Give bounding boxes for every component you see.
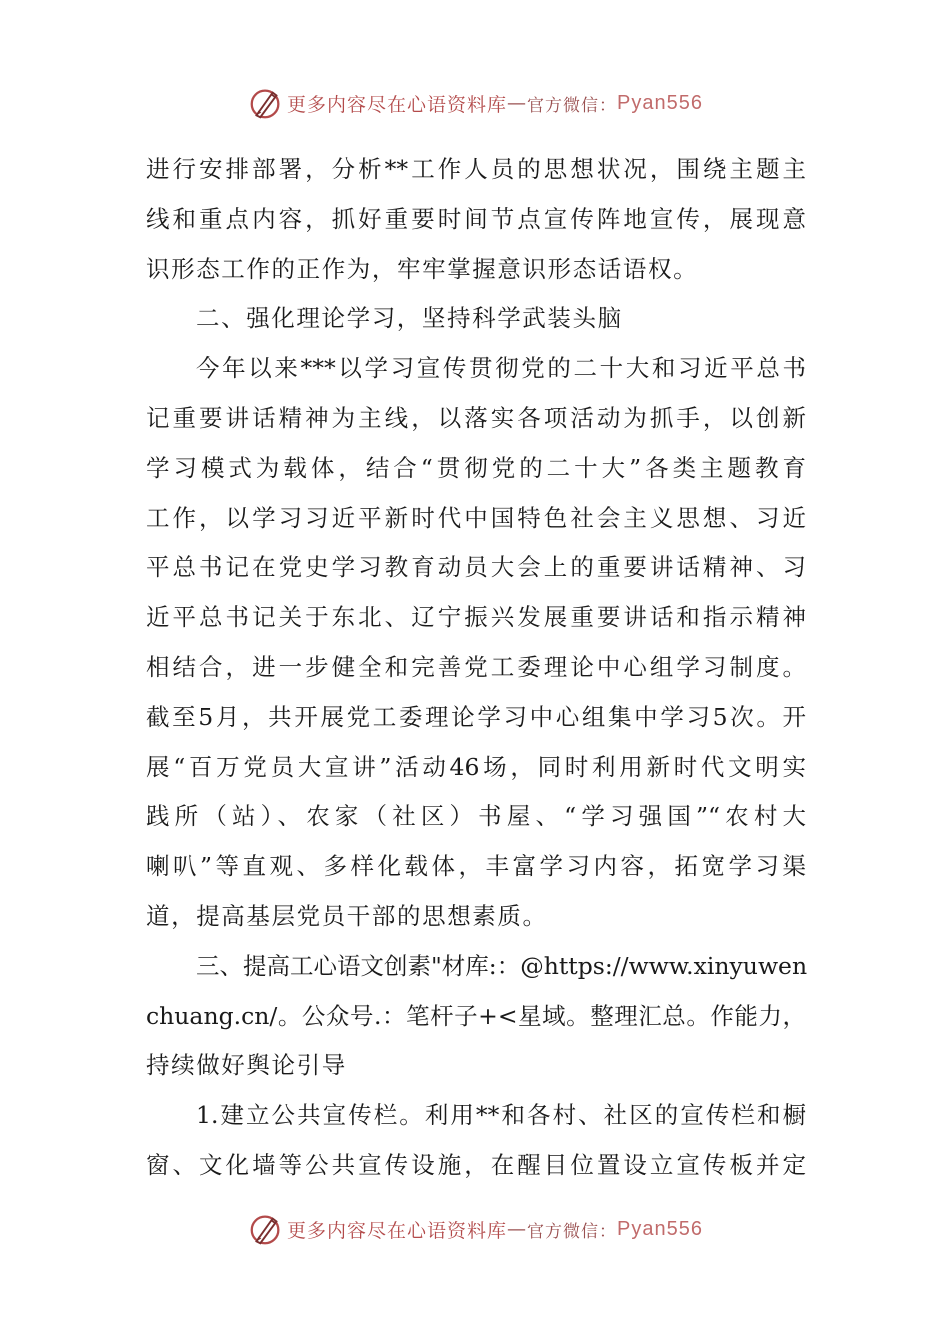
text-line: 进行安排部署，分析**工作人员的思想状况，围绕主题主 bbox=[146, 155, 806, 183]
text-line: 平总书记在党史学习教育动员大会上的重要讲话精神、习 bbox=[146, 553, 806, 582]
text-line: 持续做好舆论引导 bbox=[146, 1051, 347, 1080]
text-line: 今年以来***以学习宣传贯彻党的二十大和习近平总书 bbox=[196, 354, 806, 383]
text-line: 截至5月，共开展党工委理论学习中心组集中学习5次。开 bbox=[146, 702, 806, 731]
text-line: 道，提高基层党员干部的思想素质。 bbox=[146, 901, 548, 930]
text-line: 记重要讲话精神为主线，以落实各项活动为抓手，以创新 bbox=[146, 403, 806, 432]
text-line: 展“百万党员大宣讲”活动46场，同时利用新时代文明实 bbox=[146, 752, 806, 781]
banner-wechat-label: 官方微信： bbox=[527, 95, 618, 116]
pen-nib-circle-icon bbox=[247, 1210, 285, 1248]
text-line: 识形态工作的正作为，牢牢掌握意识形态话语权。 bbox=[146, 254, 699, 283]
text-line: chuang.cn/。公众号.：笔杆子+<星域。整理汇总。作能力， bbox=[146, 1001, 806, 1030]
banner-wechat-label: 官方微信： bbox=[527, 1221, 618, 1242]
banner-wechat-id: Pyan556 bbox=[617, 91, 703, 114]
text-line: 1.建立公共宣传栏。利用**和各村、社区的宣传栏和橱 bbox=[196, 1101, 806, 1130]
text-line: 二、强化理论学习，坚持科学武装头脑 bbox=[196, 304, 623, 333]
text-line: 工作，以学习习近平新时代中国特色社会主义思想、习近 bbox=[146, 503, 806, 532]
document-body bbox=[146, 145, 806, 1191]
header-watermark-banner bbox=[0, 83, 950, 123]
banner-separator: — bbox=[507, 1218, 528, 1240]
text-line: 相结合，进一步健全和完善党工委理论中心组学习制度。 bbox=[146, 652, 806, 681]
pen-nib-circle-icon bbox=[247, 84, 285, 122]
text-line: 喇叭”等直观、多样化载体，丰富学习内容，拓宽学习渠 bbox=[146, 852, 806, 881]
banner-wechat-id: Pyan556 bbox=[617, 1217, 703, 1240]
text-line: 线和重点内容，抓好重要时间节点宣传阵地宣传，展现意 bbox=[146, 204, 806, 233]
text-line: 践所（站）、农家（社区）书屋、“学习强国”“农村大 bbox=[146, 802, 806, 831]
footer-watermark-banner bbox=[0, 1209, 950, 1249]
text-line: 窗、文化墙等公共宣传设施，在醒目位置设立宣传板并定 bbox=[146, 1150, 806, 1179]
text-line: 学习模式为载体，结合“贯彻党的二十大”各类主题教育 bbox=[146, 453, 806, 482]
banner-separator: — bbox=[507, 92, 528, 114]
text-line: 三、提高工心语文创素"材库:：@https://www.xinyuwen bbox=[196, 951, 808, 980]
banner-main-text: 更多内容尽在心语资料库 bbox=[287, 1219, 508, 1242]
banner-main-text: 更多内容尽在心语资料库 bbox=[287, 93, 508, 116]
text-line: 近平总书记关于东北、辽宁振兴发展重要讲话和指示精神 bbox=[146, 603, 806, 632]
